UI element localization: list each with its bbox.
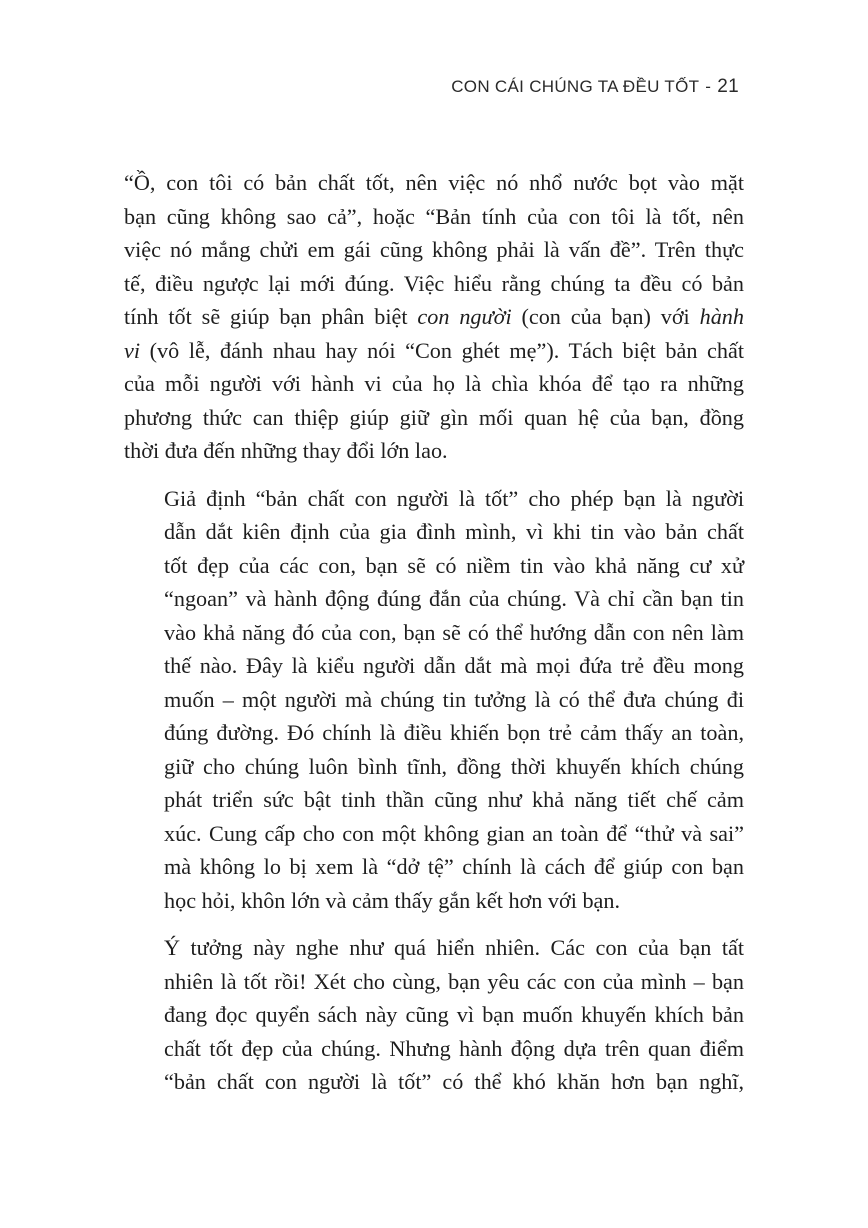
text-line	[124, 334, 744, 368]
text-line: xúc. Cung cấp cho con một không gian an toàn để “thử và sai”	[164, 820, 744, 846]
text-line: giữ cho chúng luôn bình tĩnh, đồng thời khuyến khích chúng	[164, 753, 744, 779]
text-line: bạn cũng không sao cả”, hoặc “Bản tính của con tôi là tốt, nên	[124, 203, 744, 229]
header-separator: -	[705, 77, 712, 96]
text-line: “ngoan” và hành động đúng đắn của chúng. Và chỉ cần bạn tin	[164, 586, 744, 611]
page-number: 21	[717, 76, 739, 97]
text-run: (con của bạn) với	[511, 304, 700, 329]
text-line: tế, điều ngược lại mới đúng. Việc hiểu rằng chúng ta đều có bản	[124, 270, 744, 296]
text-line: phương thức can thiệp giúp giữ gìn mối quan hệ của bạn, đồng	[124, 404, 744, 430]
text-line: “Ồ, con tôi có bản chất tốt, nên việc nó nhổ nước bọt vào mặt	[124, 170, 744, 195]
text-line: học hỏi, khôn lớn và cảm thấy gắn kết hơn với bạn.	[164, 887, 621, 913]
text-line	[124, 300, 744, 334]
text-run: tính tốt sẽ giúp bạn phân biệt	[124, 304, 418, 329]
text-line: phát triển sức bật tinh thần cũng như khả năng tiết chế cảm	[164, 787, 744, 812]
text-line: thế nào. Đây là kiểu người dẫn dắt mà mọi đứa trẻ đều mong	[164, 653, 744, 678]
text-line: chất tốt đẹp của chúng. Nhưng hành động dựa trên quan điểm	[164, 1035, 744, 1061]
running-header	[451, 76, 739, 98]
text-line: thời đưa đến những thay đổi lớn lao.	[124, 438, 448, 463]
text-line: Ý tưởng này nghe như quá hiển nhiên. Các con của bạn tất	[164, 935, 744, 960]
text-line: tốt đẹp của các con, bạn sẽ có niềm tin vào khả năng cư xử	[164, 552, 744, 578]
book-title: CON CÁI CHÚNG TA ĐỀU TỐT	[451, 77, 700, 96]
text-line: vào khả năng đó của con, bạn sẽ có thể hướng dẫn con nên làm	[164, 619, 744, 645]
text-run: (vô lễ, đánh nhau hay nói “Con ghét mẹ”). Tách biệt bản chất	[140, 337, 744, 363]
paragraph-2	[124, 482, 744, 918]
text-line: đang đọc quyển sách này cũng vì bạn muốn khuyến khích bản	[164, 1002, 744, 1027]
text-line: muốn – một người mà chúng tin tưởng là có thể đưa chúng đi	[164, 686, 744, 712]
text-line: Giả định “bản chất con người là tốt” cho phép bạn là người	[164, 485, 744, 511]
emphasis-vi: vi	[124, 337, 141, 363]
text-line: dẫn dắt kiên định của gia đình mình, vì khi tin vào bản chất	[164, 519, 744, 544]
emphasis-con-nguoi: con người	[417, 304, 512, 329]
text-line: của mỗi người với hành vi của họ là chìa khóa để tạo ra những	[124, 371, 744, 396]
text-line: đúng đường. Đó chính là điều khiến bọn trẻ cảm thấy an toàn,	[164, 720, 744, 745]
paragraph-3	[124, 931, 744, 1099]
text-line: việc nó mắng chửi em gái cũng không phải là vấn đề”. Trên thực	[124, 237, 744, 262]
emphasis-hanh: hành	[699, 304, 744, 329]
text-line: mà không lo bị xem là “dở tệ” chính là cách để giúp con bạn	[164, 854, 744, 879]
text-line: “bản chất con người là tốt” có thể khó khăn hơn bạn nghĩ,	[164, 1069, 744, 1094]
paragraph-1	[124, 166, 744, 468]
body-text	[124, 166, 744, 1099]
text-line: nhiên là tốt rồi! Xét cho cùng, bạn yêu các con của mình – bạn	[164, 968, 744, 994]
